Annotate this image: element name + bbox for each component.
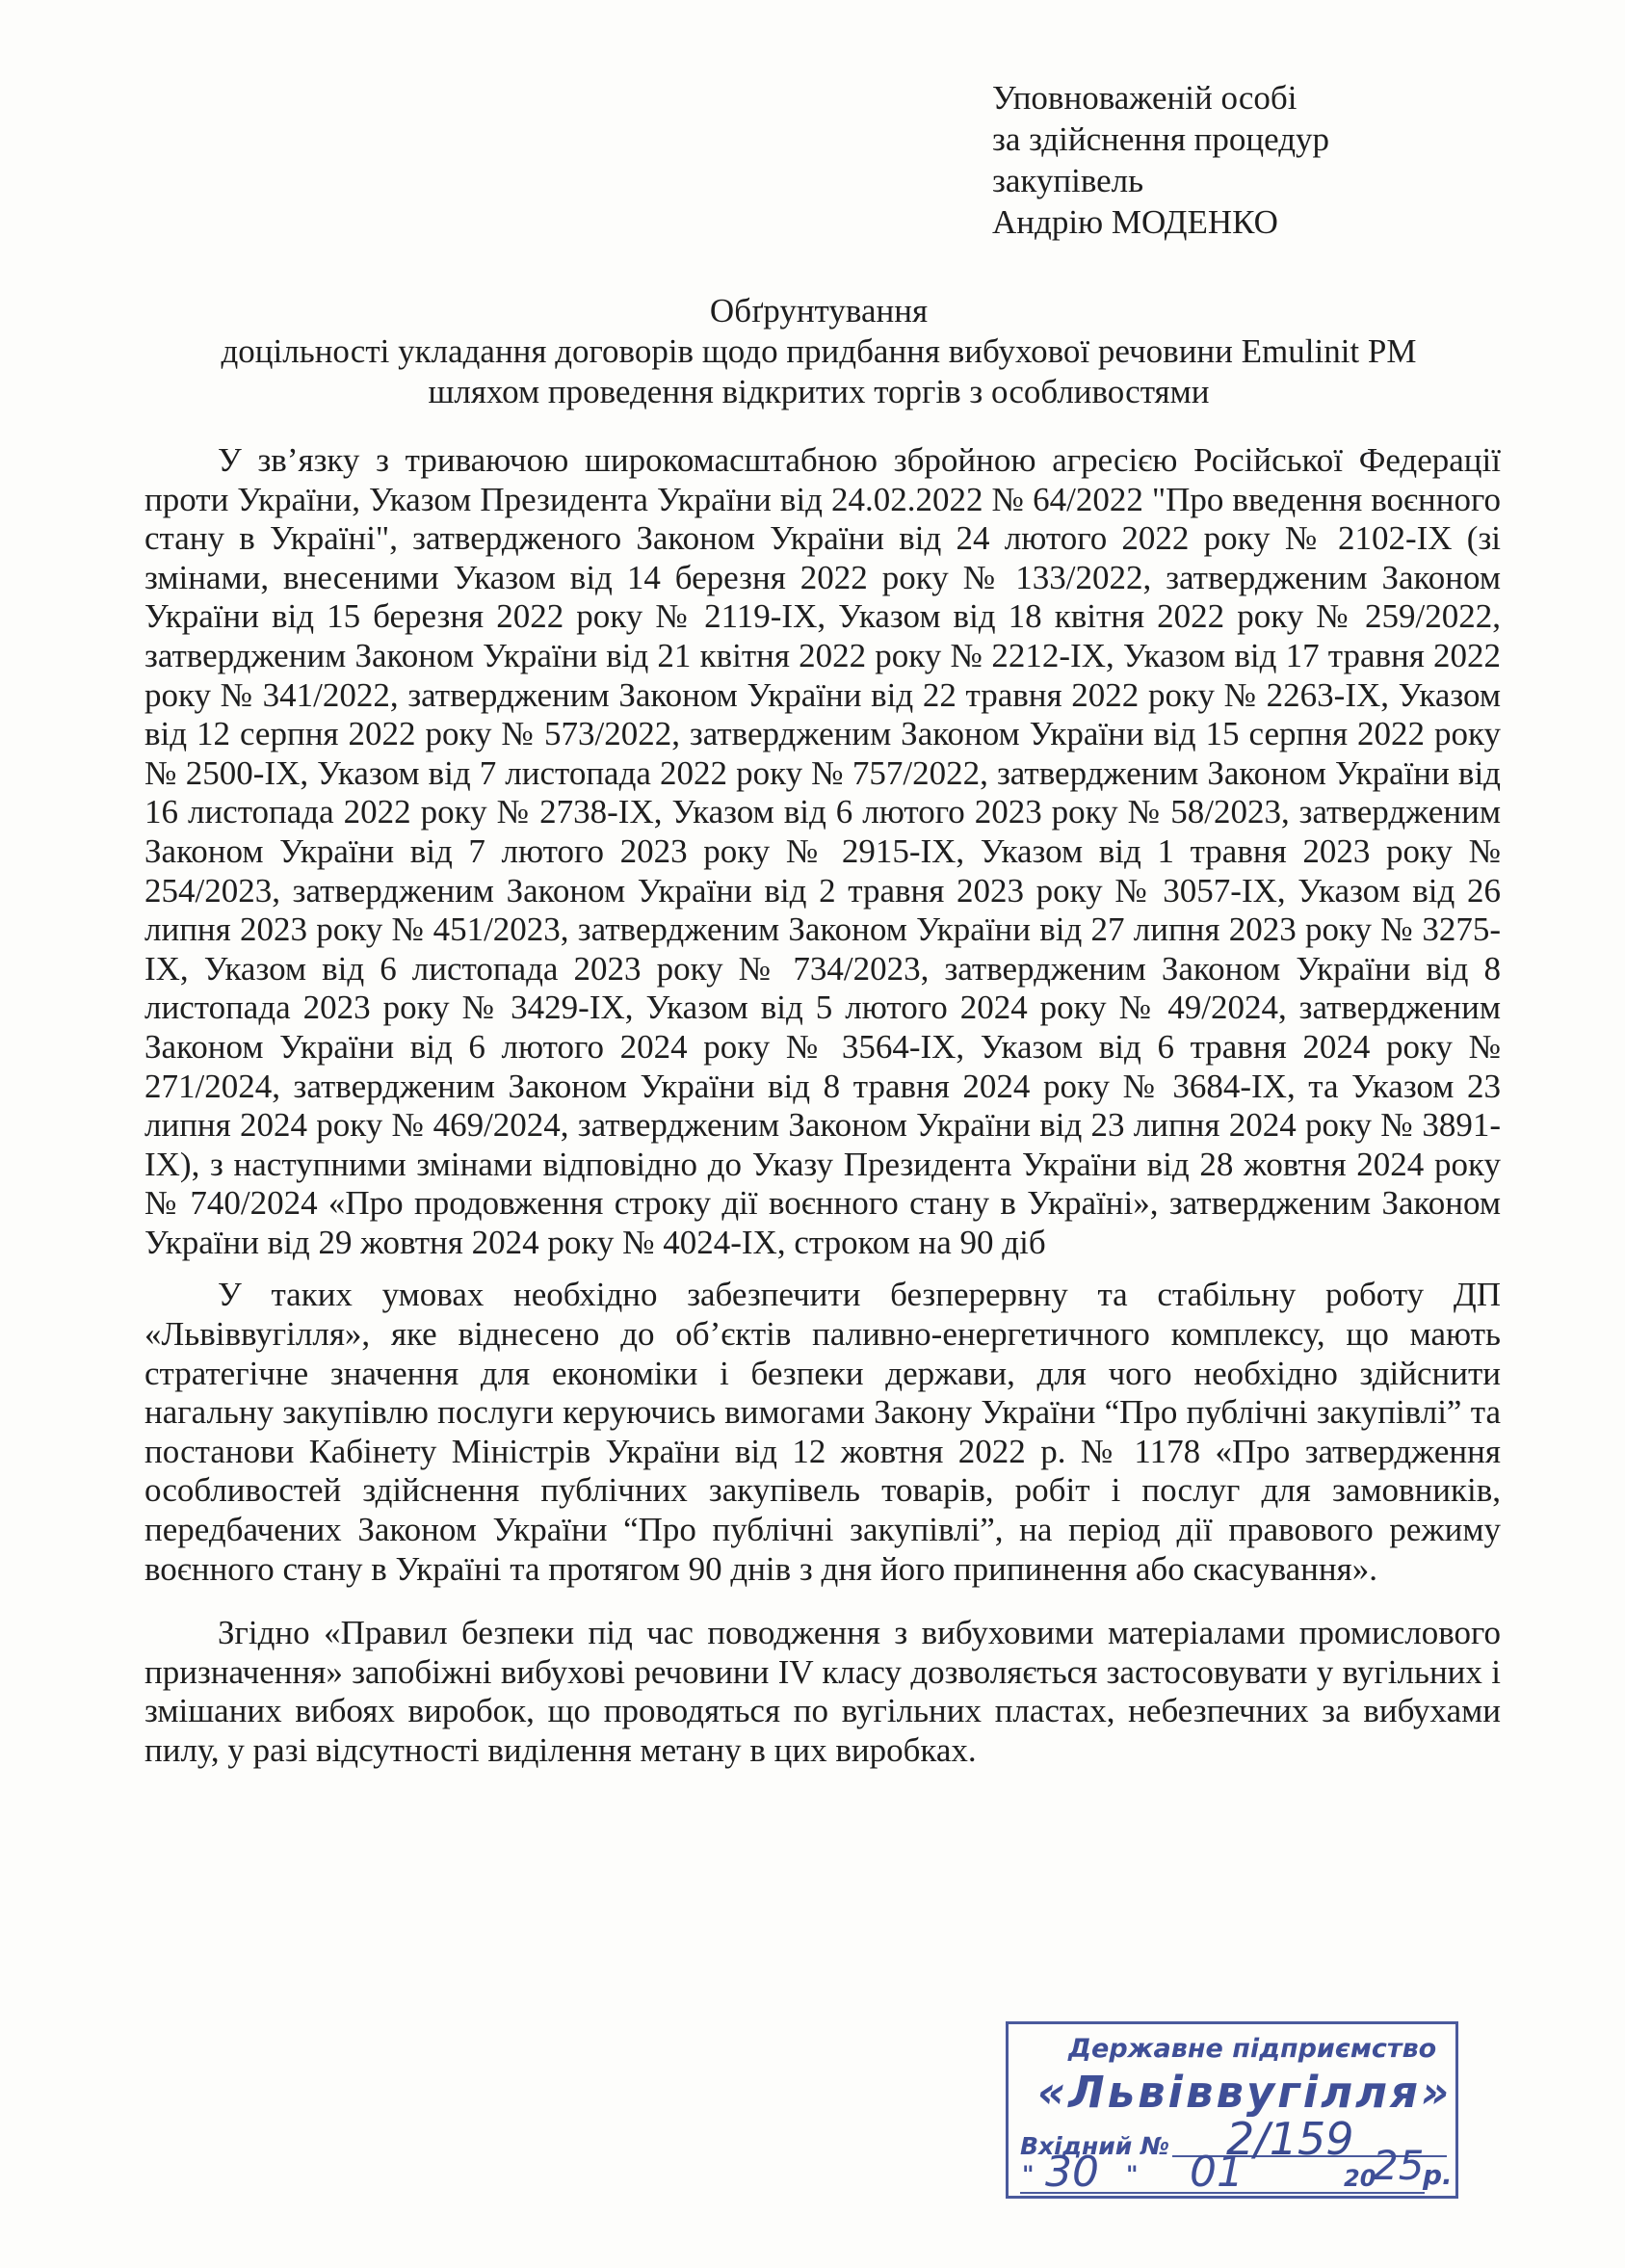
addressee-block <box>992 77 1532 243</box>
title-line-2: доцільності укладання договорів щодо придбання вибухової речовини Emulinit PM <box>221 332 1417 370</box>
stamp-year-mark: р. <box>1423 2159 1453 2191</box>
body-paragraph-2: У таких умовах необхідно забезпечити безперервну та стабільну роботу ДП «Львіввугілля», яке віднесено до об’єктів паливно-енергетичного комплексу, що мають стратегічне значення для економіки і безпеки держави, для чого необхідно здійснити нагальну закупівлю послуги керуючись вимогами Закону України “Про публічні закупівлі” та постанови Кабінету Міністрів України від 12 жовтня 2022 р. № 1178 «Про затвердження особливостей здійснення публічних закупівель товарів, робіт і послуг для замовників, передбачених Законом України “Про публічні закупівлі”, на період дії правового режиму воєнного стану в Україні та протягом 90 днів з дня його припинення або скасування». <box>144 1276 1501 1588</box>
addressee-line-4: Андрію МОДЕНКО <box>992 203 1278 241</box>
stamp-incoming-label: Вхідний № <box>1020 2132 1170 2160</box>
stamp-incoming-number: 2/159 <box>1226 2113 1354 2165</box>
stamp-quote-open: " <box>1022 2161 1035 2188</box>
document-title <box>135 291 1503 412</box>
document-body <box>144 441 1501 1771</box>
addressee-line-3: закупівель <box>992 162 1144 199</box>
stamp-year-prefix: 20 <box>1344 2165 1376 2192</box>
stamp-month: 01 <box>1190 2148 1244 2197</box>
registration-stamp <box>1006 2021 1458 2199</box>
body-paragraph-1: У зв’язку з триваючою широкомасштабною збройною агресією Російської Федерації проти України, Указом Президента України від 24.02.2022 № 64/2022 "Про введення воєнного стану в Україні", затвердженого Законом України від 24 лютого 2022 року № 2102-IX (зі змінами, внесеними Указом від 14 березня 2022 року № 133/2022, затвердженим Законом України від 15 березня 2022 року № 2119-IX, Указом від 18 квітня 2022 року № 259/2022, затвердженим Законом України від 21 квітня 2022 року № 2212-IX, Указом від 17 травня 2022 року № 341/2022, затвердженим Законом України від 22 травня 2022 року № 2263-IX, Указом від 12 серпня 2022 року № 573/2022, затвердженим Законом України від 15 серпня 2022 року № 2500-IX, Указом від 7 листопада 2022 року № 757/2022, затвердженим Законом України від 16 листопада 2022 року № 2738-IX, Указом від 6 лютого 2023 року № 58/2023, затвердженим Законом України від 7 лютого 2023 року № 2915-IX, Указом від 1 травня 2023 року № 254/2023, затвердженим Законом України від 2 травня 2023 року № 3057-IX, Указом від 26 липня 2023 року № 451/2023, затвердженим Законом України від 27 липня 2023 року № 3275-IX, Указом від 6 листопада 2023 року № 734/2023, затвердженим Законом України від 8 листопада 2023 року № 3429-IX, Указом від 5 лютого 2024 року № 49/2024, затвердженим Законом України від 6 лютого 2024 року № 3564-IX, Указом від 6 травня 2024 року № 271/2024, затвердженим Законом України від 8 травня 2024 року № 3684-IX, та Указом 23 липня 2024 року № 469/2024, затвердженим Законом України від 23 липня 2024 року № 3891-IX), з наступними змінами відповідно до Указу Президента України від 28 жовтня 2024 року № 740/2024 «Про продовження строку дії воєнного стану в Україні», затвердженим Законом України від 29 жовтня 2024 року № 4024-IX, строком на 90 діб <box>144 441 1501 1261</box>
stamp-day: 30 <box>1045 2148 1099 2197</box>
body-paragraph-3: Згідно «Правил безпеки під час поводження з вибуховими матеріалами промислового призначення» запобіжні вибухові речовини IV класу дозволяється застосовувати у вугільних і змішаних вибоях виробок, що проводяться по вугільних пластах, небезпечних за вибухами пилу, у разі відсутності виділення метану в цих виробках. <box>144 1614 1501 1769</box>
stamp-company-name: «Львіввугілля» <box>1037 2067 1453 2118</box>
addressee-line-1: Уповноваженій особі <box>992 79 1297 117</box>
stamp-year-suffix: 25 <box>1373 2142 1425 2189</box>
stamp-organization: Державне підприємство <box>1068 2034 1437 2064</box>
addressee-line-2: за здійснення процедур <box>992 120 1330 158</box>
title-line-1: Обґрунтування <box>709 292 929 330</box>
title-line-3: шляхом проведення відкритих торгів з особливостями <box>428 373 1210 410</box>
stamp-quote-close: " <box>1126 2161 1139 2188</box>
